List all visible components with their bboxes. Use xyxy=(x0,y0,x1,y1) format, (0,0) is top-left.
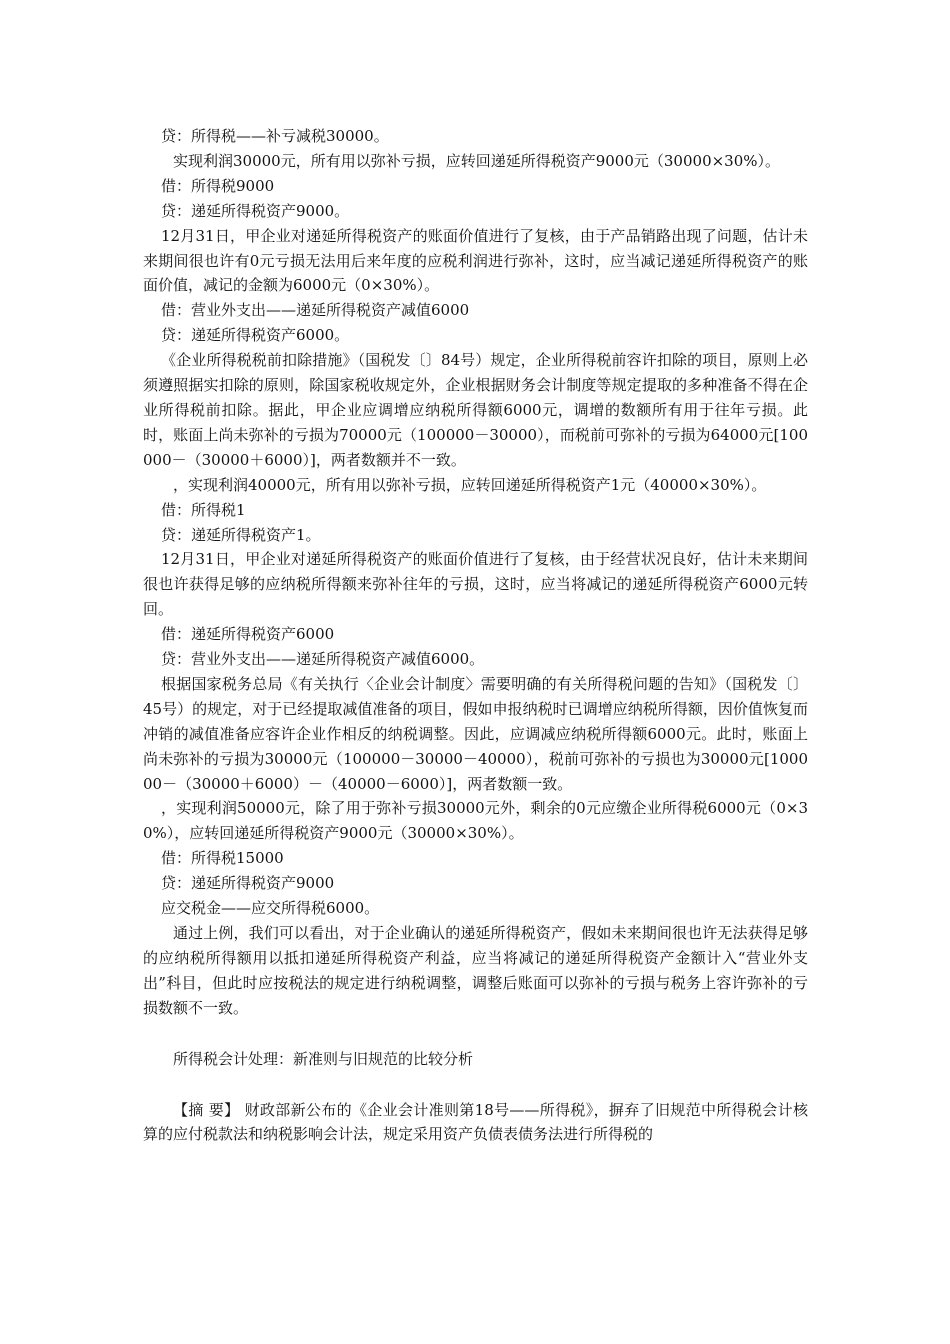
paragraph-tax-notice: 根据国家税务总局《有关执行〈企业会计制度〉需要明确的有关所得税问题的告知》（国税发〔〕45号）的规定，对于已经提取减值准备的项目，假如申报纳税时已调增应纳税所得额，因价值恢复而冲销的减值准备应容许企业作相反的纳税调整。因此，应调减应纳税所得额6000元。此时，账面上尚未弥补的亏损为30000元（100000－30000－40000），税前可弥补的亏损也为30000元[100000－（30000＋6000）－（40000－6000）]，两者数额一致。 xyxy=(143,674,808,793)
debit-entry-income-tax: 借：所得税1 xyxy=(161,500,246,519)
abstract-paragraph xyxy=(143,1098,808,1148)
credit-entry-deferred-tax: 贷：递延所得税资产6000。 xyxy=(161,326,350,345)
credit-entry-tax-offset: 贷：所得税——补亏减税30000。 xyxy=(161,127,389,145)
abstract-label: 【摘 要】 xyxy=(173,1100,240,1119)
section-title: 所得税会计处理：新准则与旧规范的比较分析 xyxy=(173,1049,474,1068)
credit-entry-non-operating: 贷：营业外支出——递延所得税资产减值6000。 xyxy=(161,650,485,669)
document-body xyxy=(143,124,808,1147)
debit-entry-non-operating: 借：营业外支出——递延所得税资产减值6000 xyxy=(161,301,470,320)
paragraph-dec31-review: 12月31日，甲企业对递延所得税资产的账面价值进行了复核，由于产品销路出现了问题，估计未来期间很也许有0元亏损无法用后来年度的应税利润进行弥补，这时，应当减记递延所得税资产的账面价值，减记的金额为6000元（0×30%）。 xyxy=(143,226,808,295)
paragraph-deduction-regulation: 《企业所得税税前扣除措施》（国税发〔〕84号）规定，企业所得税前容许扣除的项目，原则上必须遵照据实扣除的原则，除国家税收规定外，企业根据财务会计制度等规定提取的多种准备不得在企业所得税前扣除。据此，甲企业应调增应纳税所得额6000元，调增的数额所有用于往年亏损。此时，账面上尚未弥补的亏损为70000元（100000－30000），而税前可弥补的亏损为64000元[100000－（30000＋6000）]，两者数额并不一致。 xyxy=(143,351,808,469)
paragraph-profit-30000: 实现利润30000元，所有用以弥补亏损，应转回递延所得税资产9000元（30000×30%）。 xyxy=(173,151,781,170)
debit-entry-income-tax: 借：所得税15000 xyxy=(161,849,284,868)
debit-entry-income-tax: 借：所得税9000 xyxy=(161,176,275,195)
entry-tax-payable: 应交税金——应交所得税6000。 xyxy=(161,899,380,918)
debit-entry-deferred-tax: 借：递延所得税资产6000 xyxy=(161,625,335,644)
credit-entry-deferred-tax: 贷：递延所得税资产9000 xyxy=(161,874,335,893)
paragraph-profit-40000: ，实现利润40000元，所有用以弥补亏损，应转回递延所得税资产1元（40000×30%）。 xyxy=(173,475,767,494)
abstract-text: 财政部新公布的《企业会计准则第18号——所得税》，摒弃了旧规范中所得税会计核算的应付税款法和纳税影响会计法，规定采用资产负债表债务法进行所得税的 xyxy=(143,1100,808,1144)
paragraph-dec31-reversal: 12月31日，甲企业对递延所得税资产的账面价值进行了复核，由于经营状况良好，估计未来期间很也许获得足够的应纳税所得额来弥补往年的亏损，这时，应当将减记的递延所得税资产6000元转回。 xyxy=(143,550,808,619)
credit-entry-deferred-tax: 贷：递延所得税资产9000。 xyxy=(161,201,350,220)
credit-entry-deferred-tax: 贷：递延所得税资产1。 xyxy=(161,525,321,544)
paragraph-conclusion: 通过上例，我们可以看出，对于企业确认的递延所得税资产，假如未来期间很也许无法获得足够的应纳税所得额用以抵扣递延所得税资产利益，应当将减记的递延所得税资产金额计入“营业外支出”科目，但此时应按税法的规定进行纳税调整，调整后账面可以弥补的亏损与税务上容许弥补的亏损数额不一致。 xyxy=(143,924,808,1017)
paragraph-profit-50000: ，实现利润50000元，除了用于弥补亏损30000元外，剩余的0元应缴企业所得税6000元（0×30%），应转回递延所得税资产9000元（30000×30%）。 xyxy=(143,799,808,843)
